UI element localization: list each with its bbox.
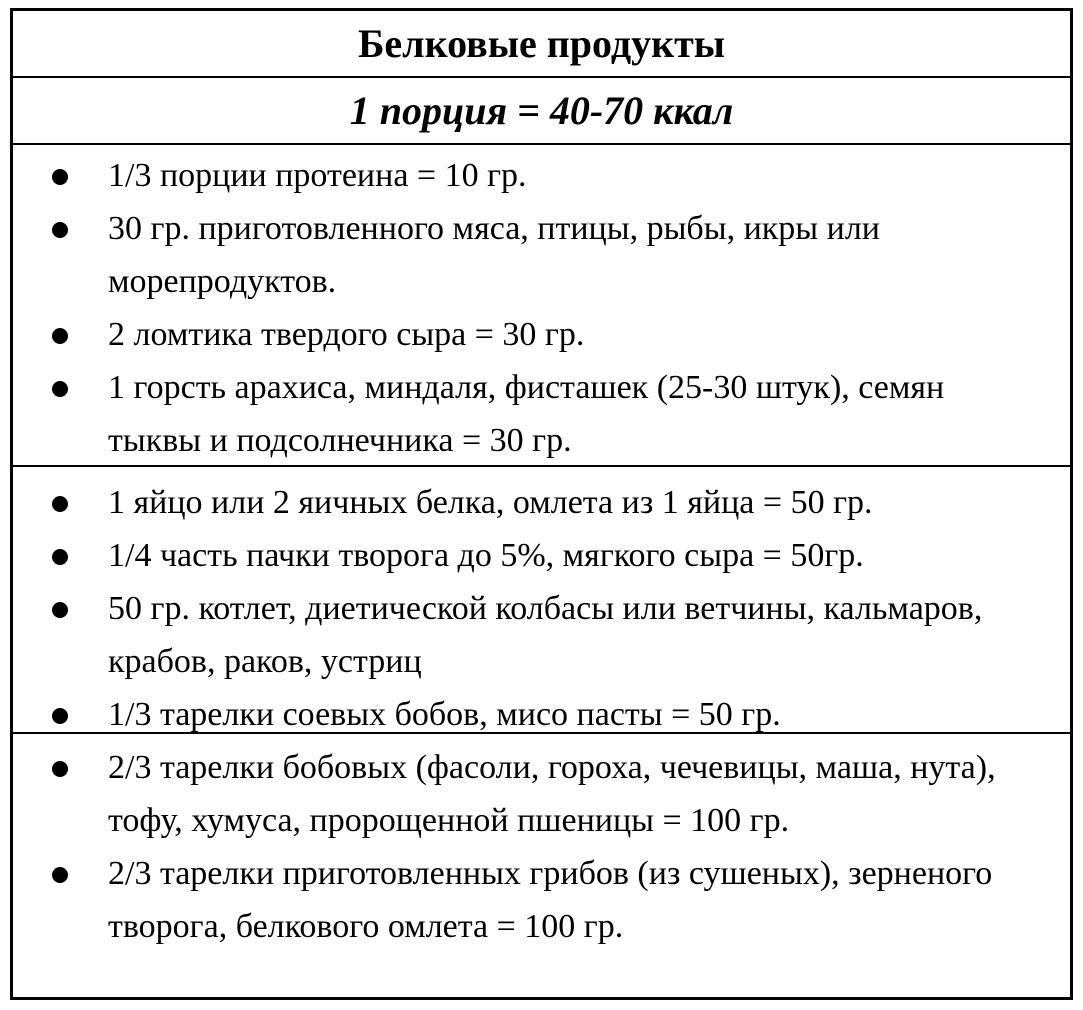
list-item (13, 149, 1070, 202)
list-item (13, 529, 1070, 582)
section-1-list (13, 149, 1070, 467)
list-item (13, 202, 1070, 308)
section-3-list (13, 741, 1070, 953)
section-1 (13, 145, 1070, 467)
bullet-icon (52, 169, 68, 185)
list-item-text: 50 гр. котлет, диетической колбасы или ветчины, кальмаров, крабов, раков, устриц (108, 590, 983, 680)
bullet-icon (52, 708, 68, 724)
list-item-text: 1 горсть арахиса, миндаля, фисташек (25-30 штук), семян тыквы и подсолнечника = 30 гр. (108, 369, 945, 459)
list-item-text: 1/3 порции протеина = 10 гр. (108, 157, 527, 194)
list-item (13, 476, 1070, 529)
list-item-text: 30 гр. приготовленного мяса, птицы, рыбы, икры или морепродуктов. (108, 210, 880, 300)
section-2 (13, 467, 1070, 734)
bullet-icon (52, 602, 68, 618)
list-item-text: 1/4 часть пачки творога до 5%, мягкого сыра = 50гр. (108, 537, 864, 574)
bullet-icon (52, 381, 68, 397)
list-item-text: 1/3 тарелки соевых бобов, мисо пасты = 50 гр. (108, 696, 781, 733)
list-item-text: 2/3 тарелки приготовленных грибов (из сушеных), зерненого творога, белкового омлета = 100 гр. (108, 855, 993, 945)
list-item-text: 2 ломтика твердого сыра = 30 гр. (108, 316, 585, 353)
table-subtitle: 1 порция = 40-70 ккал (13, 78, 1070, 145)
portion-table (10, 8, 1073, 1000)
list-item (13, 361, 1070, 467)
bullet-icon (52, 867, 68, 883)
list-item (13, 582, 1070, 688)
section-3 (13, 734, 1070, 997)
list-item (13, 847, 1070, 953)
list-item-text: 1 яйцо или 2 яичных белка, омлета из 1 яйца = 50 гр. (108, 484, 873, 521)
bullet-icon (52, 549, 68, 565)
list-item (13, 741, 1070, 847)
section-2-list (13, 476, 1070, 741)
table-title: Белковые продукты (13, 11, 1070, 78)
list-item-text: 2/3 тарелки бобовых (фасоли, гороха, чечевицы, маша, нута), тофу, хумуса, пророщенной пшеницы = 100 гр. (108, 749, 996, 839)
bullet-icon (52, 496, 68, 512)
bullet-icon (52, 222, 68, 238)
list-item (13, 308, 1070, 361)
bullet-icon (52, 761, 68, 777)
bullet-icon (52, 328, 68, 344)
